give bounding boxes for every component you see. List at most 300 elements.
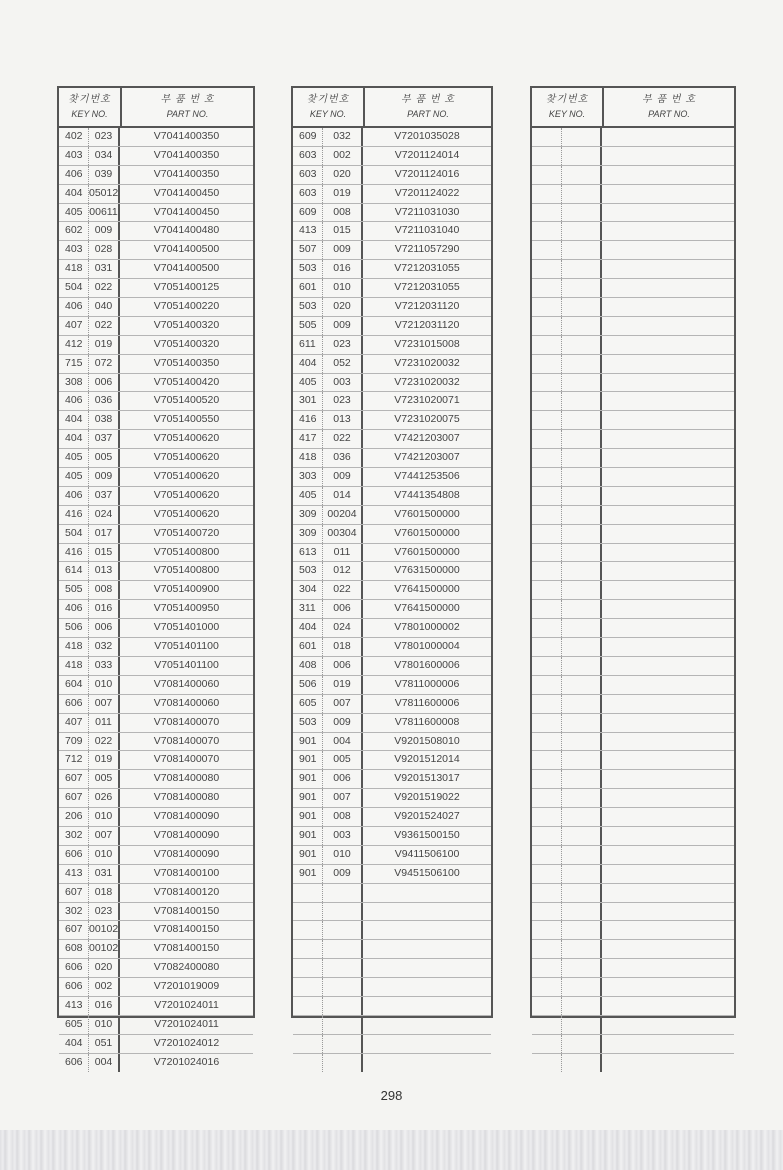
table-row <box>532 430 734 449</box>
key-group-cell: 417 <box>293 430 323 448</box>
table-row <box>532 751 734 770</box>
key-group-cell <box>293 884 323 902</box>
part-number-cell: V7081400090 <box>153 847 220 860</box>
key-item-cell <box>562 392 602 410</box>
key-item-cell <box>562 638 602 656</box>
part-number-cell <box>602 317 734 335</box>
part-number-cell <box>602 657 734 675</box>
key-item-cell: 036 <box>89 392 120 410</box>
part-number-cell: V7801000002 <box>394 621 460 634</box>
part-number-cell <box>602 298 734 316</box>
key-group-cell <box>532 940 562 958</box>
part-number-cell <box>602 789 734 807</box>
table-row <box>293 940 491 959</box>
key-group-cell: 403 <box>59 241 89 259</box>
table-row <box>59 166 253 185</box>
part-number-cell: V7081400070 <box>153 715 220 728</box>
part-number-cell: V7811000006 <box>394 677 460 690</box>
table-row <box>532 336 734 355</box>
key-item-cell <box>562 903 602 921</box>
key-group-cell: 418 <box>59 260 89 278</box>
part-number-cell: V7641500000 <box>394 583 460 596</box>
key-group-cell: 607 <box>59 770 89 788</box>
key-group-cell <box>532 166 562 184</box>
key-group-cell: 302 <box>59 827 89 845</box>
table-row <box>59 676 253 695</box>
table-row <box>59 959 253 978</box>
key-group-cell: 901 <box>293 789 323 807</box>
table-row <box>293 676 491 695</box>
key-group-cell <box>293 997 323 1015</box>
key-item-cell <box>562 279 602 297</box>
key-group-cell: 901 <box>293 865 323 883</box>
table-row <box>59 525 253 544</box>
key-item-cell <box>323 921 363 939</box>
table-row <box>293 695 491 714</box>
part-number-cell <box>602 1035 734 1053</box>
part-number-cell: V7051400950 <box>153 602 220 615</box>
part-number-cell <box>363 1054 491 1072</box>
part-number-cell: V7201124016 <box>394 167 460 180</box>
key-group-cell: 611 <box>293 336 323 354</box>
key-group-cell: 405 <box>293 487 323 505</box>
table-row <box>532 525 734 544</box>
table-row <box>532 468 734 487</box>
table-row <box>532 449 734 468</box>
part-number-cell <box>602 751 734 769</box>
key-group-cell: 601 <box>293 638 323 656</box>
key-item-cell: 016 <box>89 600 120 618</box>
key-item-cell <box>562 714 602 732</box>
part-number-cell: V7201035028 <box>394 130 460 142</box>
part-number-cell: V7211057290 <box>394 243 460 256</box>
part-number-cell <box>363 921 491 939</box>
table-row <box>59 865 253 884</box>
key-item-cell <box>562 468 602 486</box>
key-item-cell: 007 <box>323 789 363 807</box>
part-number-cell <box>602 676 734 694</box>
table-row <box>532 185 734 204</box>
part-number-cell: V7081400060 <box>153 696 220 709</box>
part-number-cell <box>602 846 734 864</box>
table-row <box>532 638 734 657</box>
table-row <box>293 430 491 449</box>
key-no-header <box>532 88 604 126</box>
key-item-cell: 002 <box>89 978 120 996</box>
key-group-cell <box>532 317 562 335</box>
key-item-cell <box>323 884 363 902</box>
part-number-cell: V7081400070 <box>153 753 220 766</box>
key-group-cell: 604 <box>59 676 89 694</box>
key-item-cell: 006 <box>323 770 363 788</box>
key-item-cell: 006 <box>89 374 120 392</box>
key-group-cell: 309 <box>293 525 323 543</box>
part-number-cell <box>602 695 734 713</box>
key-item-cell: 011 <box>89 714 120 732</box>
key-group-cell: 608 <box>59 940 89 958</box>
part-number-cell: V7051400620 <box>153 470 220 483</box>
table-row <box>293 185 491 204</box>
key-item-cell: 020 <box>89 959 120 977</box>
table-row <box>59 185 253 204</box>
part-no-header-ko: 부 품 번 호 <box>401 94 455 105</box>
part-number-cell: V7051400900 <box>153 583 220 596</box>
key-group-cell <box>532 657 562 675</box>
part-number-cell: V7201124014 <box>394 148 460 161</box>
key-group-cell: 406 <box>59 392 89 410</box>
table-row <box>532 1016 734 1035</box>
key-item-cell: 023 <box>323 392 363 410</box>
part-number-cell <box>602 978 734 996</box>
key-group-cell: 503 <box>293 562 323 580</box>
table-row <box>59 204 253 223</box>
table-row <box>532 619 734 638</box>
parts-table-3 <box>530 86 736 1018</box>
part-number-cell: V7051401100 <box>154 640 219 653</box>
table-row <box>293 260 491 279</box>
key-item-cell: 022 <box>323 581 363 599</box>
table-row <box>293 355 491 374</box>
part-number-cell <box>602 581 734 599</box>
part-number-cell <box>602 808 734 826</box>
key-group-cell: 404 <box>59 1035 89 1053</box>
table-row <box>532 222 734 241</box>
key-item-cell <box>562 241 602 259</box>
part-number-cell <box>363 940 491 958</box>
table-row <box>293 317 491 336</box>
part-number-cell <box>363 884 491 902</box>
table-row <box>532 657 734 676</box>
part-number-cell: V9201519022 <box>394 791 460 804</box>
table-row <box>293 789 491 808</box>
table-row <box>293 544 491 563</box>
key-item-cell <box>562 147 602 165</box>
table-row <box>532 260 734 279</box>
key-item-cell <box>562 940 602 958</box>
key-item-cell: 010 <box>323 846 363 864</box>
key-item-cell: 022 <box>89 733 120 751</box>
table-row <box>59 733 253 752</box>
key-group-cell <box>532 449 562 467</box>
key-group-cell: 609 <box>293 204 323 222</box>
table-row <box>532 714 734 733</box>
key-item-cell: 033 <box>89 657 120 675</box>
key-group-cell <box>532 487 562 505</box>
part-number-cell: V7212031055 <box>394 281 460 294</box>
key-item-cell: 009 <box>323 468 363 486</box>
part-number-cell <box>602 128 734 146</box>
part-number-cell: V7081400060 <box>153 677 220 690</box>
key-item-cell <box>562 733 602 751</box>
key-item-cell: 016 <box>89 997 120 1015</box>
key-item-cell: 019 <box>89 751 120 769</box>
key-item-cell <box>562 676 602 694</box>
table-row <box>59 751 253 770</box>
key-group-cell <box>293 921 323 939</box>
key-group-cell <box>532 506 562 524</box>
part-number-cell <box>602 487 734 505</box>
part-number-cell <box>363 903 491 921</box>
key-group-cell: 406 <box>59 487 89 505</box>
part-number-cell: V7081400070 <box>153 734 220 747</box>
key-item-cell: 032 <box>323 128 363 146</box>
key-group-cell: 413 <box>293 222 323 240</box>
table-row <box>293 336 491 355</box>
key-group-cell: 506 <box>293 676 323 694</box>
key-group-cell: 206 <box>59 808 89 826</box>
key-no-header-en: KEY NO. <box>71 109 108 119</box>
key-item-cell <box>562 222 602 240</box>
part-number-cell: V7201124022 <box>394 186 460 199</box>
key-group-cell <box>532 147 562 165</box>
part-number-cell <box>602 638 734 656</box>
key-item-cell: 026 <box>89 789 120 807</box>
part-number-cell: V9201513017 <box>394 772 460 785</box>
part-number-cell: V7082400080 <box>153 961 220 974</box>
part-number-cell: V9411506100 <box>394 847 460 860</box>
table-row <box>293 865 491 884</box>
key-item-cell: 010 <box>89 1016 120 1034</box>
part-number-cell <box>602 222 734 240</box>
key-group-cell <box>532 279 562 297</box>
key-group-cell <box>532 959 562 977</box>
key-item-cell <box>562 751 602 769</box>
part-number-cell: V7081400150 <box>153 923 220 936</box>
key-group-cell <box>532 222 562 240</box>
key-group-cell: 416 <box>293 411 323 429</box>
table-row <box>293 562 491 581</box>
table-row <box>59 714 253 733</box>
key-item-cell: 009 <box>323 317 363 335</box>
part-number-cell: V7231020032 <box>394 375 460 388</box>
table-row <box>293 600 491 619</box>
key-item-cell <box>562 978 602 996</box>
key-group-cell: 404 <box>293 355 323 373</box>
table-row <box>59 449 253 468</box>
key-group-cell: 309 <box>293 506 323 524</box>
key-item-cell: 022 <box>323 430 363 448</box>
table-row <box>59 506 253 525</box>
key-group-cell <box>532 903 562 921</box>
key-item-cell: 00611 <box>89 204 120 222</box>
key-group-cell <box>532 846 562 864</box>
key-group-cell: 413 <box>59 997 89 1015</box>
part-number-cell: V7081400090 <box>153 828 220 841</box>
key-group-cell: 901 <box>293 770 323 788</box>
part-number-cell <box>602 714 734 732</box>
table-row <box>59 940 253 959</box>
key-group-cell <box>293 1016 323 1034</box>
table-row <box>59 884 253 903</box>
key-group-cell <box>293 940 323 958</box>
part-number-cell: V7051400320 <box>153 337 220 350</box>
key-item-cell: 024 <box>323 619 363 637</box>
part-number-cell: V7801000004 <box>394 640 460 653</box>
table-row <box>532 695 734 714</box>
part-number-cell <box>602 260 734 278</box>
key-item-cell: 006 <box>323 600 363 618</box>
key-group-cell <box>532 1016 562 1034</box>
scan-edge-strip <box>0 1130 783 1170</box>
key-item-cell <box>562 204 602 222</box>
key-group-cell <box>532 733 562 751</box>
part-number-cell <box>602 241 734 259</box>
key-item-cell <box>562 770 602 788</box>
key-item-cell <box>562 865 602 883</box>
part-number-cell <box>602 1054 734 1072</box>
key-item-cell: 05012 <box>89 185 120 203</box>
table-row <box>293 751 491 770</box>
part-number-cell: V7441354808 <box>394 488 460 501</box>
key-item-cell <box>562 997 602 1015</box>
key-group-cell: 605 <box>293 695 323 713</box>
key-item-cell: 022 <box>89 279 120 297</box>
key-group-cell <box>532 695 562 713</box>
part-number-cell: V7081400080 <box>153 791 220 804</box>
key-group-cell: 311 <box>293 600 323 618</box>
key-group-cell: 503 <box>293 714 323 732</box>
key-group-cell <box>532 600 562 618</box>
key-group-cell: 603 <box>293 185 323 203</box>
table-row <box>532 128 734 147</box>
table-row <box>59 468 253 487</box>
table-row <box>59 544 253 563</box>
part-number-cell: V7231020071 <box>394 394 460 407</box>
table-row <box>59 562 253 581</box>
part-number-cell <box>602 903 734 921</box>
key-group-cell <box>532 336 562 354</box>
key-group-cell <box>532 185 562 203</box>
parts-table-2 <box>291 86 493 1018</box>
table-row <box>293 733 491 752</box>
part-number-cell <box>602 392 734 410</box>
key-group-cell: 412 <box>59 336 89 354</box>
part-number-cell <box>602 336 734 354</box>
part-no-header <box>365 88 491 126</box>
key-item-cell <box>562 317 602 335</box>
table-row <box>59 260 253 279</box>
key-item-cell <box>323 903 363 921</box>
parts-table-1 <box>57 86 255 1068</box>
table-row <box>59 147 253 166</box>
key-item-cell <box>562 827 602 845</box>
key-no-header-ko: 찾기번호 <box>68 94 111 105</box>
part-no-header-ko: 부 품 번 호 <box>642 94 696 105</box>
key-item-cell <box>562 808 602 826</box>
key-item-cell: 031 <box>89 865 120 883</box>
key-item-cell: 072 <box>89 355 120 373</box>
key-group-cell <box>532 1054 562 1072</box>
table-row <box>293 959 491 978</box>
table-row <box>293 147 491 166</box>
key-item-cell: 023 <box>323 336 363 354</box>
key-group-cell: 308 <box>59 374 89 392</box>
key-item-cell: 032 <box>89 638 120 656</box>
part-number-cell: V7231020032 <box>394 356 460 369</box>
key-group-cell <box>532 581 562 599</box>
part-no-header <box>122 88 253 126</box>
table-row <box>532 600 734 619</box>
key-group-cell: 503 <box>293 260 323 278</box>
part-number-cell: V7211031030 <box>394 205 460 218</box>
part-number-cell: V7051400320 <box>153 318 220 331</box>
key-group-cell <box>532 884 562 902</box>
key-group-cell: 406 <box>59 600 89 618</box>
key-group-cell: 416 <box>59 506 89 524</box>
key-group-cell <box>532 770 562 788</box>
table-row <box>532 808 734 827</box>
part-number-cell: V7041400450 <box>153 186 220 199</box>
key-group-cell <box>293 1054 323 1072</box>
key-item-cell: 010 <box>323 279 363 297</box>
part-number-cell: V7201024016 <box>153 1055 220 1068</box>
key-group-cell: 504 <box>59 525 89 543</box>
key-group-cell: 602 <box>59 222 89 240</box>
part-number-cell: V7601500000 <box>394 526 460 539</box>
table-row <box>59 411 253 430</box>
part-number-cell <box>602 600 734 618</box>
key-item-cell: 010 <box>89 846 120 864</box>
key-no-header-en: KEY NO. <box>548 109 586 119</box>
key-item-cell: 007 <box>89 695 120 713</box>
key-item-cell: 019 <box>323 185 363 203</box>
key-group-cell: 603 <box>293 166 323 184</box>
table-row <box>59 619 253 638</box>
key-item-cell: 004 <box>323 733 363 751</box>
key-item-cell: 020 <box>323 166 363 184</box>
key-item-cell <box>562 506 602 524</box>
key-group-cell <box>532 865 562 883</box>
part-number-cell: V7421203007 <box>394 432 460 445</box>
part-number-cell <box>602 449 734 467</box>
key-item-cell: 023 <box>89 128 120 146</box>
key-group-cell: 609 <box>293 128 323 146</box>
key-group-cell <box>532 619 562 637</box>
table-row <box>293 846 491 865</box>
key-group-cell <box>532 298 562 316</box>
key-item-cell: 003 <box>323 374 363 392</box>
part-number-cell <box>602 1016 734 1034</box>
table-row <box>293 978 491 997</box>
key-item-cell <box>562 487 602 505</box>
table-row <box>532 846 734 865</box>
part-number-cell: V7421203007 <box>394 451 460 464</box>
key-group-cell: 406 <box>59 166 89 184</box>
table-row <box>532 940 734 959</box>
table-row <box>59 581 253 600</box>
key-item-cell <box>323 978 363 996</box>
key-group-cell: 405 <box>59 468 89 486</box>
part-number-cell <box>363 1016 491 1034</box>
table-row <box>59 128 253 147</box>
part-no-header-en: PART NO. <box>407 109 449 119</box>
table-header <box>59 88 253 128</box>
key-group-cell <box>532 374 562 392</box>
table-row <box>532 733 734 752</box>
key-item-cell <box>323 1054 363 1072</box>
key-group-cell: 606 <box>59 695 89 713</box>
key-group-cell: 506 <box>59 619 89 637</box>
part-number-cell: V7041400350 <box>153 130 220 142</box>
key-item-cell <box>562 695 602 713</box>
key-group-cell <box>532 260 562 278</box>
key-item-cell: 006 <box>89 619 120 637</box>
key-group-cell <box>532 921 562 939</box>
part-number-cell: V7051400800 <box>153 545 220 558</box>
table-row <box>59 903 253 922</box>
table-row <box>532 147 734 166</box>
part-number-cell <box>602 619 734 637</box>
